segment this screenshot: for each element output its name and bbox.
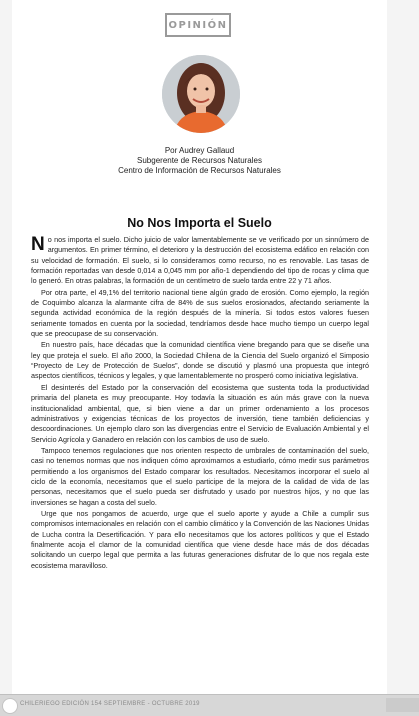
author-organization: Centro de Información de Recursos Naturales	[118, 166, 281, 175]
article-headline: No Nos Importa el Suelo	[127, 216, 272, 230]
author-name: Por Audrey Gallaud	[164, 146, 235, 155]
author-photo	[162, 55, 240, 133]
paragraph-text: o nos importa el suelo. Dicho juicio de valor lamentablemente se ve verificado por un sinnúmero de argumentos. En primer término, el deterioro y la destrucción del ecosistema edáfico en relación con su velocidad de formación. El suelo, si lo consideramos como recurso, no es renovable. Las tasas de formación reportadas van desde 0,014 a 0,045 mm por año-1 dependiendo del tipo de rocas y clima que lo generó. En otras palabras, la formación de un centímetro de suelo tarda entre 22 y 71 años.	[31, 235, 369, 286]
footer-text: CHILERIEGO EDICIÓN 154 SEPTIEMBRE - OCTUBRE 2019	[20, 701, 200, 707]
page-nav-handle[interactable]	[2, 698, 18, 714]
magazine-page	[12, 0, 387, 694]
article-paragraph: El desinterés del Estado por la conservación del ecosistema que sustenta toda la productividad primaria del planeta es muy preocupante. Hoy todavía la situación es aún más grave con la nueva institucionalidad ambiental, que, si bien viene a dar un primer ordenamiento a los procesos administrativos y exigencias técnicas de los proyectos de inversión, tiene también deficiencias y descoordinaciones. Un ejemplo claro son las divergencias entre el Servicio de Evaluación Ambiental y el Servicio Agrícola y Ganadero en relación con los cambios de uso de suelo.	[31, 382, 369, 444]
article-paragraph: Por otra parte, el 49,1% del territorio nacional tiene algún grado de erosión. Como ejemplo, la región de Coquimbo alcanza la alarmante cifra de 84% de sus suelos erosionados, afectando seriamente la segunda actividad económica de la región después de la minería. Si todos estos valores fuesen seriamente tomados en cuenta por la sociedad, tendríamos desde hace mucho tiempo un cuerpo legal que se preocupase de su conservación.	[31, 287, 369, 339]
article-body	[31, 235, 369, 572]
article-paragraph: Urge que nos pongamos de acuerdo, urge que el suelo aporte y ayude a Chile a cumplir sus compromisos internacionales en relación con el cambio climático y la Convención de las Naciones Unidas de Lucha contra la Desertificación. Y para ello necesitamos que los actores políticos y que el Estado finalmente acoja el clamor de la comunidad científica que viene desde hace más de dos décadas solicitando un cuerpo legal que permita a las futuras generaciones disfrutar de lo que nos regala este ecosistema maravilloso.	[31, 508, 369, 570]
drop-cap: N	[31, 234, 45, 255]
page-footer	[0, 694, 419, 716]
byline	[12, 146, 387, 176]
section-tag: OPINIÓN	[165, 13, 231, 37]
author-role: Subgerente de Recursos Naturales	[137, 156, 262, 165]
article-paragraph: En nuestro país, hace décadas que la comunidad científica viene bregando para que se diseñe una ley que proteja el suelo. El año 2000, la Sociedad Chilena de la Ciencia del Suelo organizó el Simposio “Proyecto de Ley de Protección de Suelos”, donde se discutió y plasmó una propuesta que integró aspectos científicos, técnicos y legales, y que lamentablemente no prosperó como iniciativa legislativa.	[31, 340, 369, 381]
article-paragraph: Tampoco tenemos regulaciones que nos orienten respecto de umbrales de contaminación del suelo, casi no tenemos normas que nos indiquen cómo aproximarnos a estudiarlo, cómo medir sus parámetros permitiendo a los organismos del Estado comparar los resultados. Necesitamos incorporar el suelo al ciclo de la economía, necesitamos que el suelo participe de la mejora de la calidad de vida de las personas, necesitamos que el suelo pueda ser disfrutado y usado por nuestros hijos, y no que las inversiones se hagan a costa del suelo.	[31, 445, 369, 507]
footer-panel	[386, 698, 419, 712]
article-paragraph	[31, 235, 369, 287]
author-portrait-image	[162, 55, 240, 133]
